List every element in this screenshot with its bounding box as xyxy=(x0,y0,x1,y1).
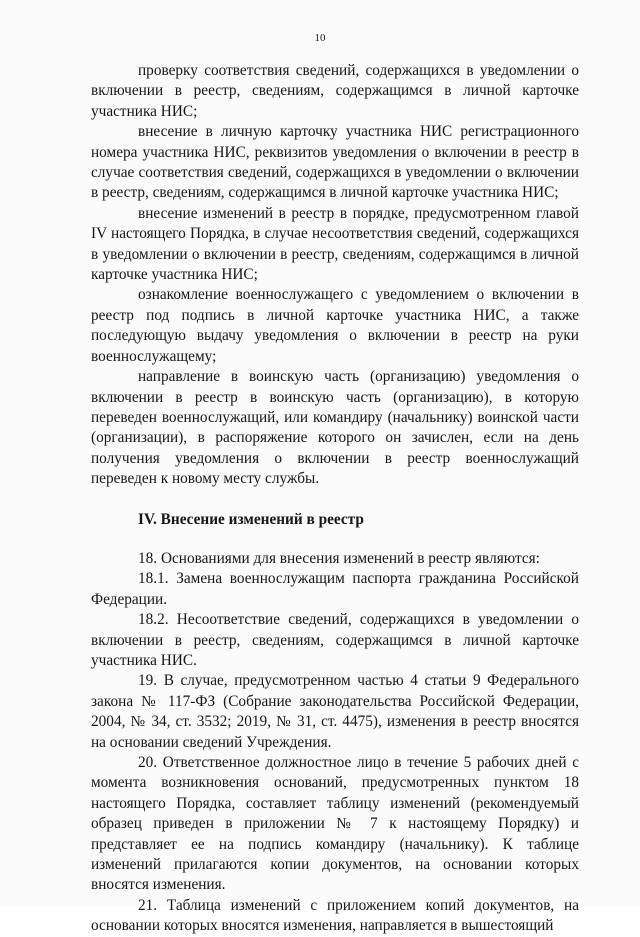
paragraph: 18.2. Несоответствие сведений, содержащихся в уведомлении о включении в реестр, сведениям, содержащимся в личной карточке участника НИС. xyxy=(91,611,579,669)
paragraph: внесение изменений в реестр в порядке, предусмотренном главой IV настоящего Порядка, в случае несоответствия сведений, содержащихся в уведомлении о включении в реестр, сведениям, содержащимся в личной карточке участника НИС; xyxy=(91,204,579,284)
paragraph: проверку соответствия сведений, содержащихся в уведомлении о включении в реестр, сведениям, содержащимся в личной карточке участника НИС; xyxy=(91,62,579,120)
paragraph: 20. Ответственное должностное лицо в течение 5 рабочих дней с момента возникновения оснований, предусмотренных пунктом 18 настоящего Порядка, составляет таблицу изменений (рекомендуемый образец приведен в приложении № 7 к настоящему Порядку) и представляет ее на подпись командиру (начальнику). К таблице изменений прилагаются копии документов, на основании которых вносятся изменения. xyxy=(91,754,579,894)
document-body xyxy=(91,61,579,937)
paragraph: ознакомление военнослужащего с уведомлением о включении в реестр под подпись в личной карточке участника НИС, а также последующую выдачу уведомления о включении в реестр на руки военнослужащему; xyxy=(91,286,579,365)
paragraph: внесение в личную карточку участника НИС регистрационного номера участника НИС, реквизитов уведомления о включении в реестр в случае соответствия сведений, содержащихся в уведомлении о включении в реестр, сведениям, содержащимся в личной карточке участника НИС; xyxy=(91,123,579,202)
page-number: 10 xyxy=(314,32,326,44)
paragraph: направление в воинскую часть (организацию) уведомления о включении в реестр в воинскую часть (организацию), в которую переведен военнослужащий, или командиру (начальнику) воинской части (организации), в распоряжение которого он зачислен, если на день получения уведомления о включении в реестр военнослужащий переведен к новому месту службы. xyxy=(91,368,579,488)
section-heading: IV. Внесение изменений в реестр xyxy=(138,510,364,528)
paragraph: 18.1. Замена военнослужащим паспорта гражданина Российской Федерации. xyxy=(91,570,579,608)
paragraph: 19. В случае, предусмотренном частью 4 статьи 9 Федерального закона № 117-ФЗ (Собрание законодательства Российской Федерации, 2004, № 34, ст. 3532; 2019, № 31, ст. 4475), изменения в реестр вносятся на основании сведений Учреждения. xyxy=(91,672,579,751)
paragraph: 18. Основаниями для внесения изменений в реестр являются: xyxy=(138,549,540,567)
paragraph: 21. Таблица изменений с приложением копий документов, на основании которых вносятся изменения, направляется в вышестоящий xyxy=(91,896,579,935)
